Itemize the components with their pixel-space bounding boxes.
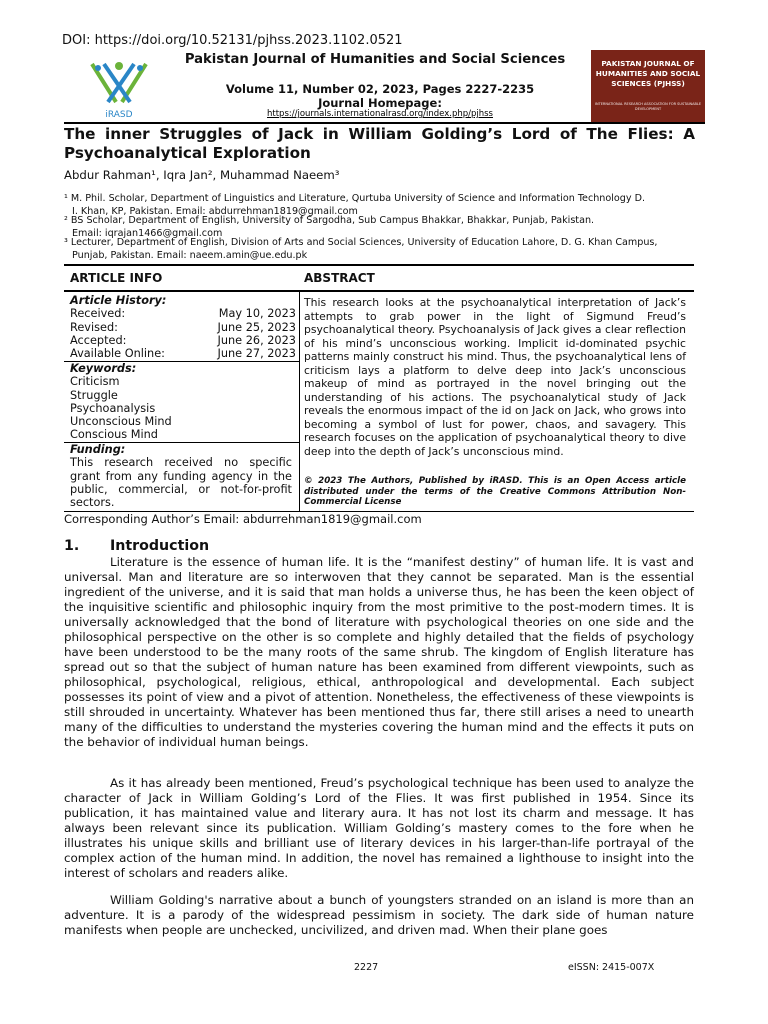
- history-row: Received: May 10, 2023: [70, 307, 296, 321]
- column-divider: [299, 290, 300, 512]
- article-history-label: Article History:: [70, 294, 167, 307]
- license-note: © 2023 The Authors, Published by iRASD. This is an Open Access article distributed under the terms of the Creative Commons Attribution Non-Commercial License: [304, 476, 686, 507]
- funding-label: Funding:: [70, 443, 126, 456]
- article-history: [70, 294, 296, 360]
- paragraph-3: William Golding's narrative about a bunch of youngsters stranded on an island is more than an adventure. It is a parody of the widespread pessimism in society. The dark side of human nature manifests when people are unchecked, uncivilized, and driven mad. When their plane goes: [64, 893, 694, 937]
- page-number: 2227: [354, 962, 379, 973]
- paragraph-2: As it has already been mentioned, Freud’s psychological technique has been used to analyze the character of Jack in William Golding’s Lord of the Flies. It was first published in 1954. Since its publication, it has maintained value and literary aura. It has not lost its charm and message. It has always been relevant since its publication. William Golding’s mastery comes to the fore when he illustrates his unique skills and brilliant use of literary devices in his larger-than-life portrayal of the complex action of the human mind. In addition, the novel has remained a lighthouse to insight into the interest of scholars and readers alike.: [64, 776, 694, 880]
- abstract-text: This research looks at the psychoanalytical interpretation of Jack’s attempts to grab power in the light of Sigmund Freud’s psychoanalytical theory. Psychoanalysis of Jack gives a clear reflection of his mind’s unconscious working. Implicit id-dominated psychic patterns mainly construct his mind. Thus, the psychoanalytical lens of criticism lays a platform to delve deep into Jack’s unconscious makeup of mind as portrayed in the novel bringing out the understanding of his actions. The psychoanalytical study of Jack reveals the enormous impact of the id on Jack on Jack, who grows into becoming a symbol of lust for power, chaos, and savagery. This research focuses on the application of psychoanalytical theory to dive deep into the depth of Jack’s unconscious mind.: [304, 296, 686, 458]
- keywords-label: Keywords:: [70, 362, 137, 375]
- affiliation-1: ¹ M. Phil. Scholar, Department of Linguistics and Literature, Qurtuba University of Science and Information Technology D. I. Khan, KP, Pakistan. Email: abdurrehman1819@gmail.com: [64, 193, 646, 217]
- irasd-logo-icon: [86, 58, 152, 122]
- cover-subtitle: INTERNATIONAL RESEARCH ASSOCIATION FOR SUSTAINABLE DEVELOPMENT: [594, 102, 702, 111]
- section-number: 1.: [64, 538, 80, 554]
- history-row: Accepted: June 26, 2023: [70, 333, 296, 347]
- keywords-block: [70, 362, 296, 442]
- keyword: Struggle: [70, 388, 118, 402]
- keyword: Psychoanalysis: [70, 401, 156, 415]
- journal-name: Pakistan Journal of Humanities and Social Sciences: [184, 52, 566, 67]
- eissn: eISSN: 2415-007X: [568, 962, 655, 973]
- keyword: Unconscious Mind: [70, 415, 172, 429]
- history-row: Available Online: June 27, 2023: [70, 347, 296, 361]
- article-info-heading: ARTICLE INFO: [70, 271, 163, 285]
- funding-block: [70, 443, 292, 509]
- paragraph-1: Literature is the essence of human life. It is the “manifest destiny” of human life. It is vast and universal. Man and literature are so interwoven that they cannot be separated. Man is the essential ingredient of the universe, and it is said that man holds a universe thus, he has been the keen object of the inquisitive scientific and philosophic inquiry from the most primitive to the post-modern times. It is universally acknowledged that the bond of literature with psychological theories on one side and the philosophical perspective on the other is so complete and highly detailed that the fields of psychology have been understood to be the many roots of the same shrub. The kingdom of English literature has spread out so that the subject of human nature has been examined from different viewpoints, such as philosophical, psychological, religious, ethical, anthropological and developmental. Each subject possesses its point of view and a pivot of attention. Nonetheless, the effectiveness of these viewpoints is still shrouded in uncertainty. Whatever has been mentioned thus far, there still arises a need to unearth many of the difficulties to understand the mysteries covering the human mind and the effects it puts on the behavior of individual human beings.: [64, 555, 694, 749]
- history-row: Revised: June 25, 2023: [70, 320, 296, 334]
- doi-link[interactable]: DOI: https://doi.org/10.52131/pjhss.2023.1102.0521: [62, 33, 403, 48]
- paper-title: The inner Struggles of Jack in William Golding’s Lord of The Flies: A Psychoanalytical Exploration: [64, 125, 695, 162]
- svg-text:iRASD: iRASD: [105, 110, 133, 120]
- keyword: Conscious Mind: [70, 428, 158, 442]
- author-list: Abdur Rahman¹, Iqra Jan², Muhammad Naeem³: [64, 168, 340, 182]
- homepage-url[interactable]: https://journals.internationalrasd.org/index.php/pjhss: [267, 109, 493, 119]
- affiliation-2: ² BS Scholar, Department of English, University of Sargodha, Sub Campus Bhakkar, Bhakkar, Punjab, Pakistan. Email: iqrajan1466@gmail.com: [64, 215, 595, 239]
- irasd-logo: [86, 58, 152, 122]
- section-title: Introduction: [110, 538, 210, 554]
- volume-info: Volume 11, Number 02, 2023, Pages 2227-2235: [225, 82, 535, 96]
- corresponding-email: Corresponding Author’s Email: abdurrehman1819@gmail.com: [64, 512, 422, 526]
- cover-title: PAKISTAN JOURNAL OF HUMANITIES AND SOCIAL SCIENCES (PJHSS): [595, 59, 701, 88]
- table-head-rule: [64, 290, 694, 292]
- funding-text: This research received no specific grant from any funding agency in the public, commercial, or not-for-profit sectors.: [70, 456, 292, 510]
- table-top-rule: [64, 264, 694, 266]
- journal-cover: [591, 50, 705, 124]
- homepage-label: Journal Homepage:: [318, 96, 442, 110]
- keyword: Criticism: [70, 375, 120, 389]
- affiliation-3: ³ Lecturer, Department of English, Division of Arts and Social Sciences, University of Education Lahore, D. G. Khan Campus, Punjab, Pakistan. Email: naeem.amin@ue.edu.pk: [64, 237, 658, 261]
- header-rule: [64, 122, 705, 124]
- abstract-heading: ABSTRACT: [304, 271, 375, 285]
